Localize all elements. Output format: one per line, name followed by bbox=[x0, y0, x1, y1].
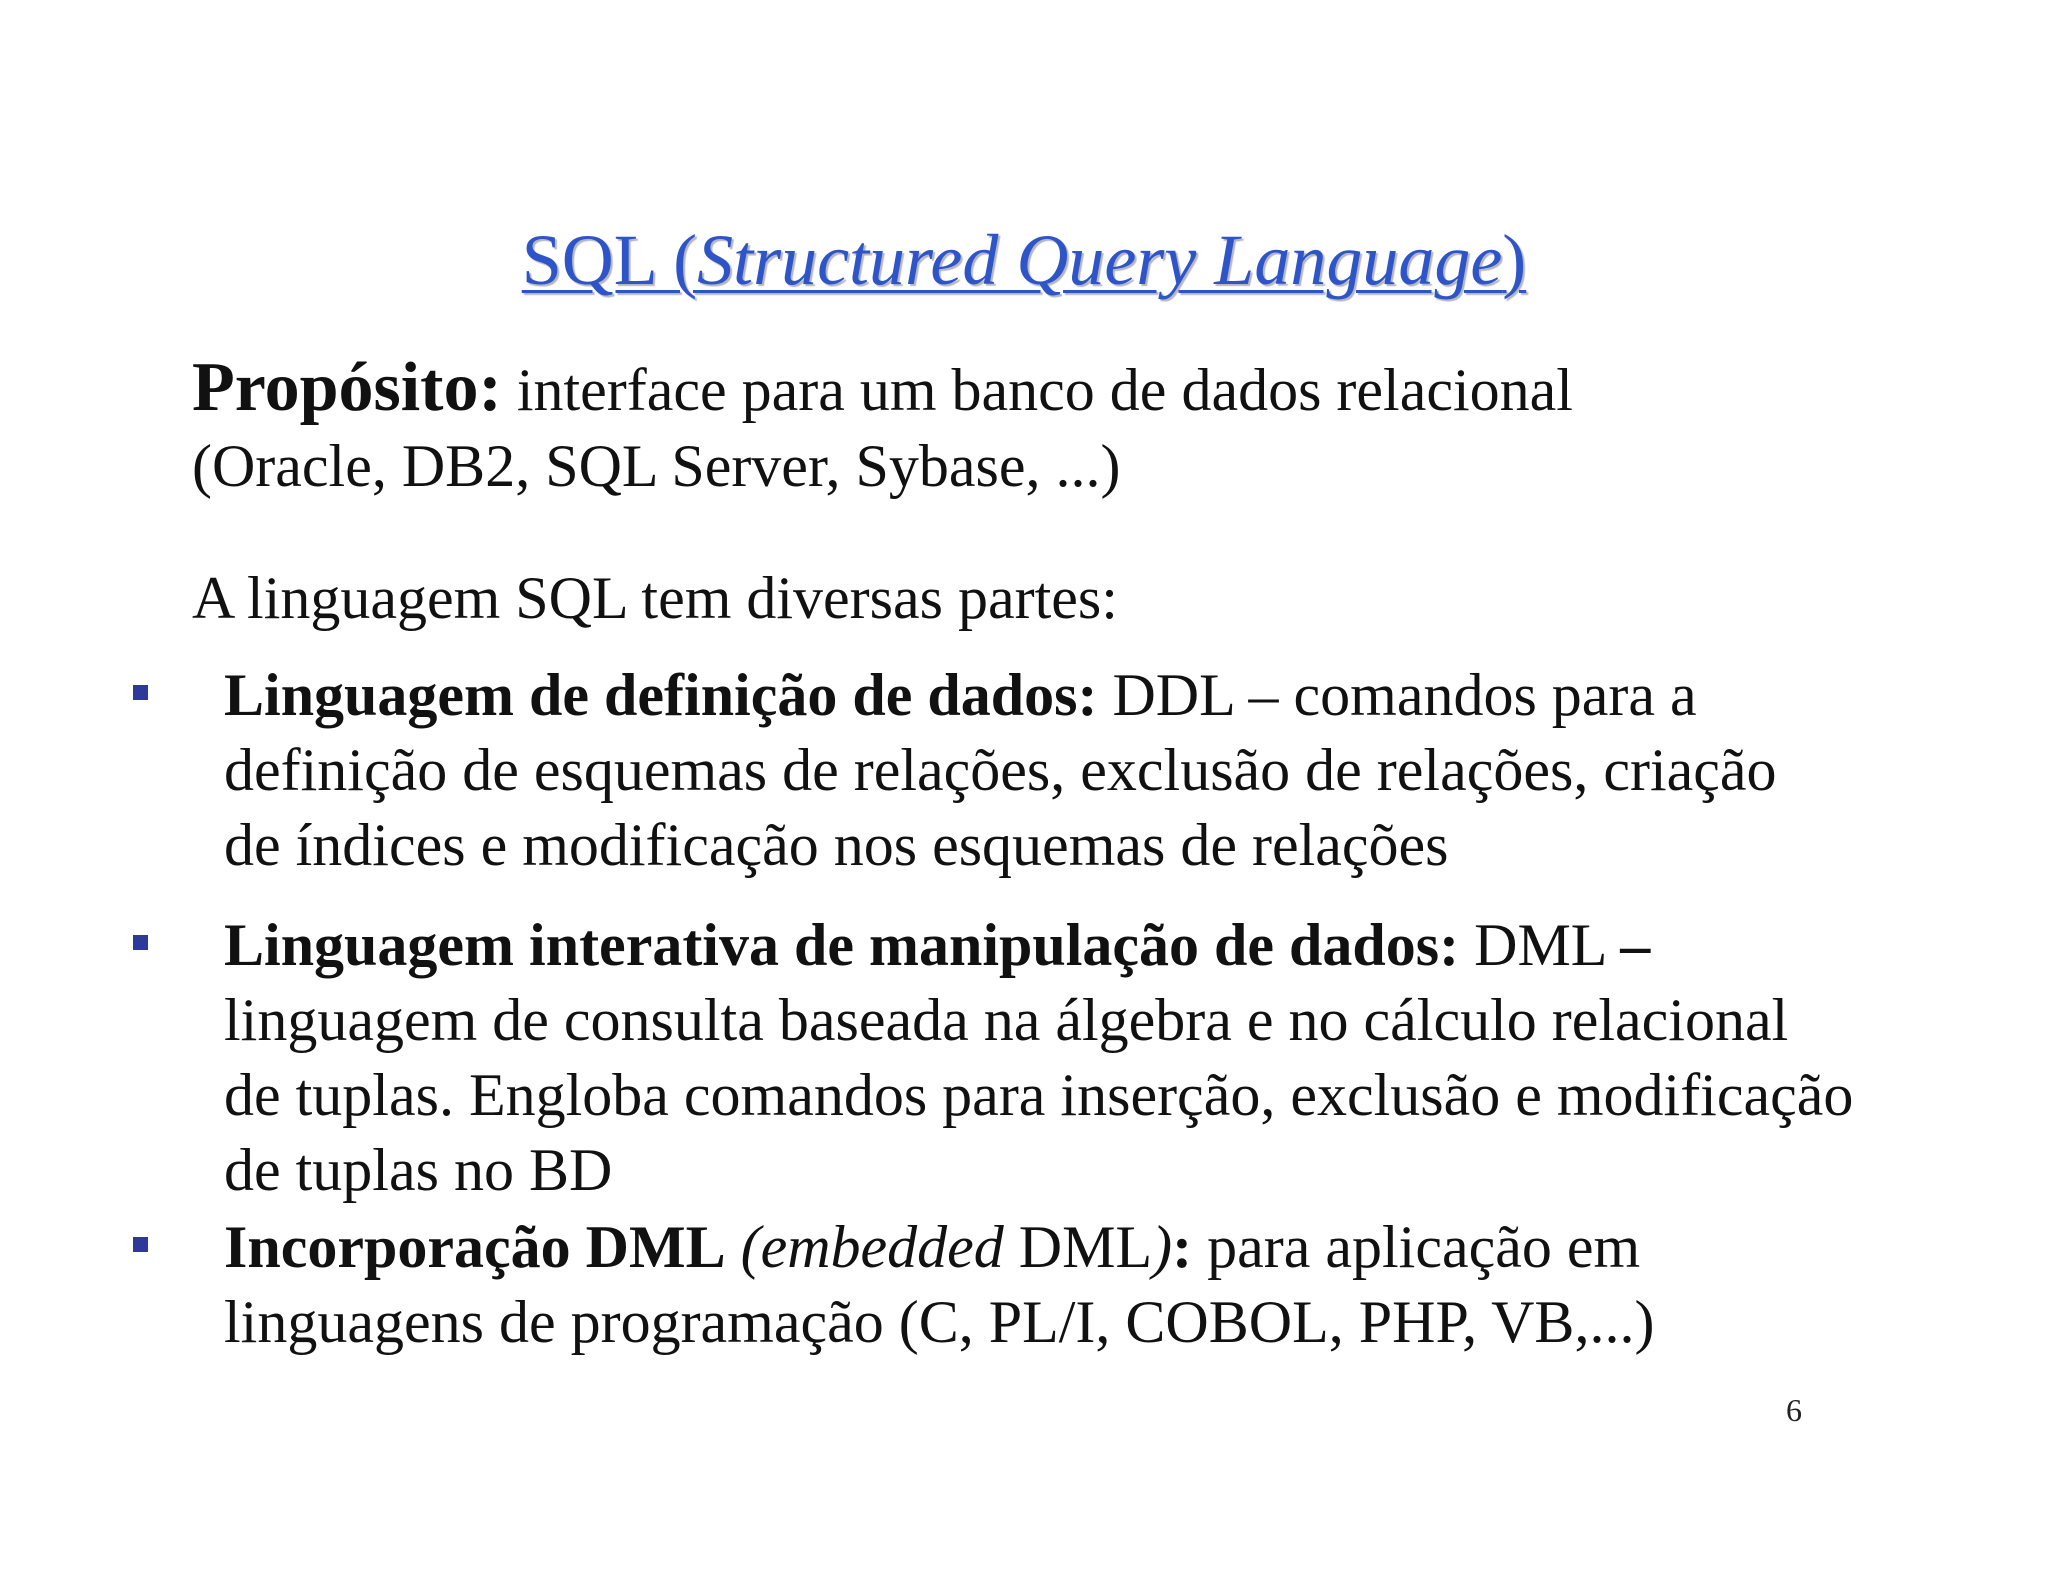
bullet-embedded-italic2: ) bbox=[1152, 1214, 1173, 1280]
bullet-embedded-bold: Incorporação DML bbox=[224, 1214, 726, 1280]
parts-intro: A linguagem SQL tem diversas partes: bbox=[192, 565, 1118, 631]
bullet-ddl-line1: DDL – comandos para a bbox=[1097, 662, 1697, 728]
page-number: 6 bbox=[1786, 1392, 1802, 1428]
square-bullet-icon bbox=[133, 935, 148, 950]
purpose-line-2: (Oracle, DB2, SQL Server, Sybase, ...) bbox=[192, 433, 1121, 499]
bullet-embedded-text bbox=[224, 1210, 1654, 1360]
bullet-dml-text bbox=[224, 908, 1853, 1208]
bullet-embedded-line1-rest: para aplicação em bbox=[1192, 1214, 1641, 1280]
bullet-ddl-line3: de índices e modificação nos esquemas de relações bbox=[224, 812, 1449, 878]
bullet-ddl-line2: definição de esquemas de relações, exclusão de relações, criação bbox=[224, 737, 1777, 803]
bullet-dml-line1-plain: DML bbox=[1459, 912, 1621, 978]
title-suffix: ) bbox=[1502, 220, 1527, 300]
bullet-embedded-italic1: (embedded bbox=[740, 1214, 1004, 1280]
bullet-embedded-space bbox=[726, 1214, 741, 1280]
slide-title bbox=[0, 218, 2048, 302]
title-italic: Structured Query Language bbox=[697, 220, 1503, 300]
bullet-dml-line2: linguagem de consulta baseada na álgebra e no cálculo relacional bbox=[224, 987, 1789, 1053]
bullet-dml-bold: Linguagem interativa de manipulação de dados: bbox=[224, 912, 1460, 978]
purpose-label: Propósito: bbox=[192, 349, 502, 426]
square-bullet-icon bbox=[133, 1237, 148, 1252]
bullet-ddl-bold: Linguagem de definição de dados: bbox=[224, 662, 1098, 728]
bullet-dml-line3: de tuplas. Engloba comandos para inserção, exclusão e modificação bbox=[224, 1062, 1854, 1128]
bullet-dml-line1-dash: – bbox=[1620, 912, 1651, 978]
purpose-line-1 bbox=[192, 350, 1573, 428]
title-prefix: SQL ( bbox=[521, 220, 698, 300]
purpose-text-1: interface para um banco de dados relacional bbox=[501, 357, 1573, 423]
square-bullet-icon bbox=[133, 685, 148, 700]
bullet-embedded-line2: linguagens de programação (C, PL/I, COBOL, PHP, VB,...) bbox=[224, 1289, 1655, 1355]
bullet-embedded-colon: : bbox=[1172, 1214, 1193, 1280]
purpose-paragraph bbox=[192, 350, 1573, 504]
bullet-dml-line4: de tuplas no BD bbox=[224, 1137, 613, 1203]
bullet-ddl-text bbox=[224, 658, 1777, 883]
bullet-embedded-plain: DML bbox=[1003, 1214, 1153, 1280]
